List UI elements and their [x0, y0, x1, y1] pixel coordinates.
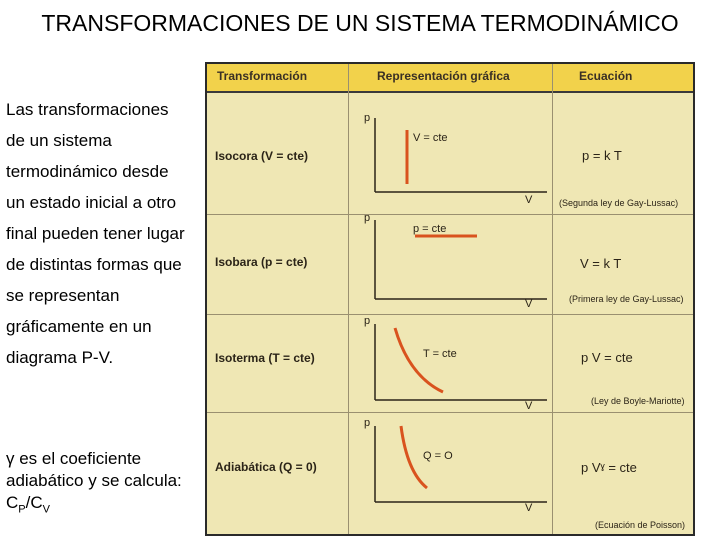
law-isocora: (Segunda ley de Gay-Lussac) — [559, 198, 679, 208]
slide-title: TRANSFORMACIONES DE UN SISTEMA TERMODINÁMICO — [41, 10, 679, 36]
curve-label-isobara: p = cte — [413, 223, 447, 235]
header-transformation: Transformación — [217, 69, 308, 83]
axis-p: p — [364, 112, 371, 124]
axis-v: V — [525, 502, 533, 514]
intro-line: de un sistema — [6, 131, 112, 150]
cp-subscript: P — [18, 503, 26, 516]
header-equation: Ecuación — [579, 69, 633, 83]
isoterma-graph — [347, 316, 553, 408]
intro-line: termodinámico desde — [6, 162, 169, 181]
slash-cv: /C — [25, 493, 43, 512]
law-isoterma: (Ley de Boyle-Mariotte) — [591, 396, 685, 406]
axis-v: V — [525, 400, 533, 412]
equation-isocora: p = k T — [582, 148, 622, 163]
row-name-isocora: Isocora (V = cte) — [215, 149, 309, 163]
axis-p: p — [364, 417, 371, 429]
curve-label-adiabatica: Q = O — [423, 450, 453, 462]
equation-isoterma: p V = cte — [581, 350, 633, 365]
intro-line: un estado inicial a otro — [6, 193, 177, 212]
transformations-table — [205, 62, 695, 536]
row-name-isoterma: Isoterma (T = cte) — [215, 351, 315, 365]
cp-symbol: C — [6, 493, 19, 512]
axis-p: p — [364, 212, 371, 224]
curve-label-isocora: V = cte — [413, 132, 448, 144]
law-isobara: (Primera ley de Gay-Lussac) — [569, 294, 684, 304]
gamma-line-1: γ es el coeficiente — [6, 449, 142, 468]
adiabatica-graph — [347, 416, 553, 508]
row-name-isobara: Isobara (p = cte) — [215, 255, 308, 269]
gamma-note — [6, 448, 206, 520]
intro-line: final pueden tener lugar — [6, 224, 185, 243]
axis-p: p — [364, 315, 371, 327]
row-name-adiabatica: Adiabática (Q = 0) — [215, 460, 317, 474]
curve-label-isoterma: T = cte — [423, 348, 457, 360]
axis-v: V — [525, 194, 533, 206]
intro-line: Las transformaciones — [6, 100, 169, 119]
axis-v: V — [525, 298, 533, 310]
row-divider — [207, 314, 693, 315]
equation-adiabatica: p Vˠ = cte — [581, 460, 637, 475]
gamma-formula — [6, 492, 206, 520]
isobara-graph — [347, 214, 553, 306]
isoterma-curve — [395, 328, 443, 392]
gamma-line-2: adiabático y se calcula: — [6, 471, 182, 490]
cv-subscript: V — [42, 503, 50, 516]
row-divider — [207, 412, 693, 413]
isocora-graph — [347, 110, 553, 202]
equation-isobara: V = k T — [580, 256, 622, 271]
intro-line: diagrama P-V. — [6, 348, 114, 367]
header-graph: Representación gráfica — [377, 69, 510, 83]
law-adiabatica: (Ecuación de Poisson) — [595, 520, 686, 530]
intro-line: de distintas formas que — [6, 255, 182, 274]
intro-line: se representan — [6, 286, 120, 305]
intro-text — [6, 94, 201, 373]
table-header — [207, 64, 693, 93]
intro-line: gráficamente en un — [6, 317, 152, 336]
